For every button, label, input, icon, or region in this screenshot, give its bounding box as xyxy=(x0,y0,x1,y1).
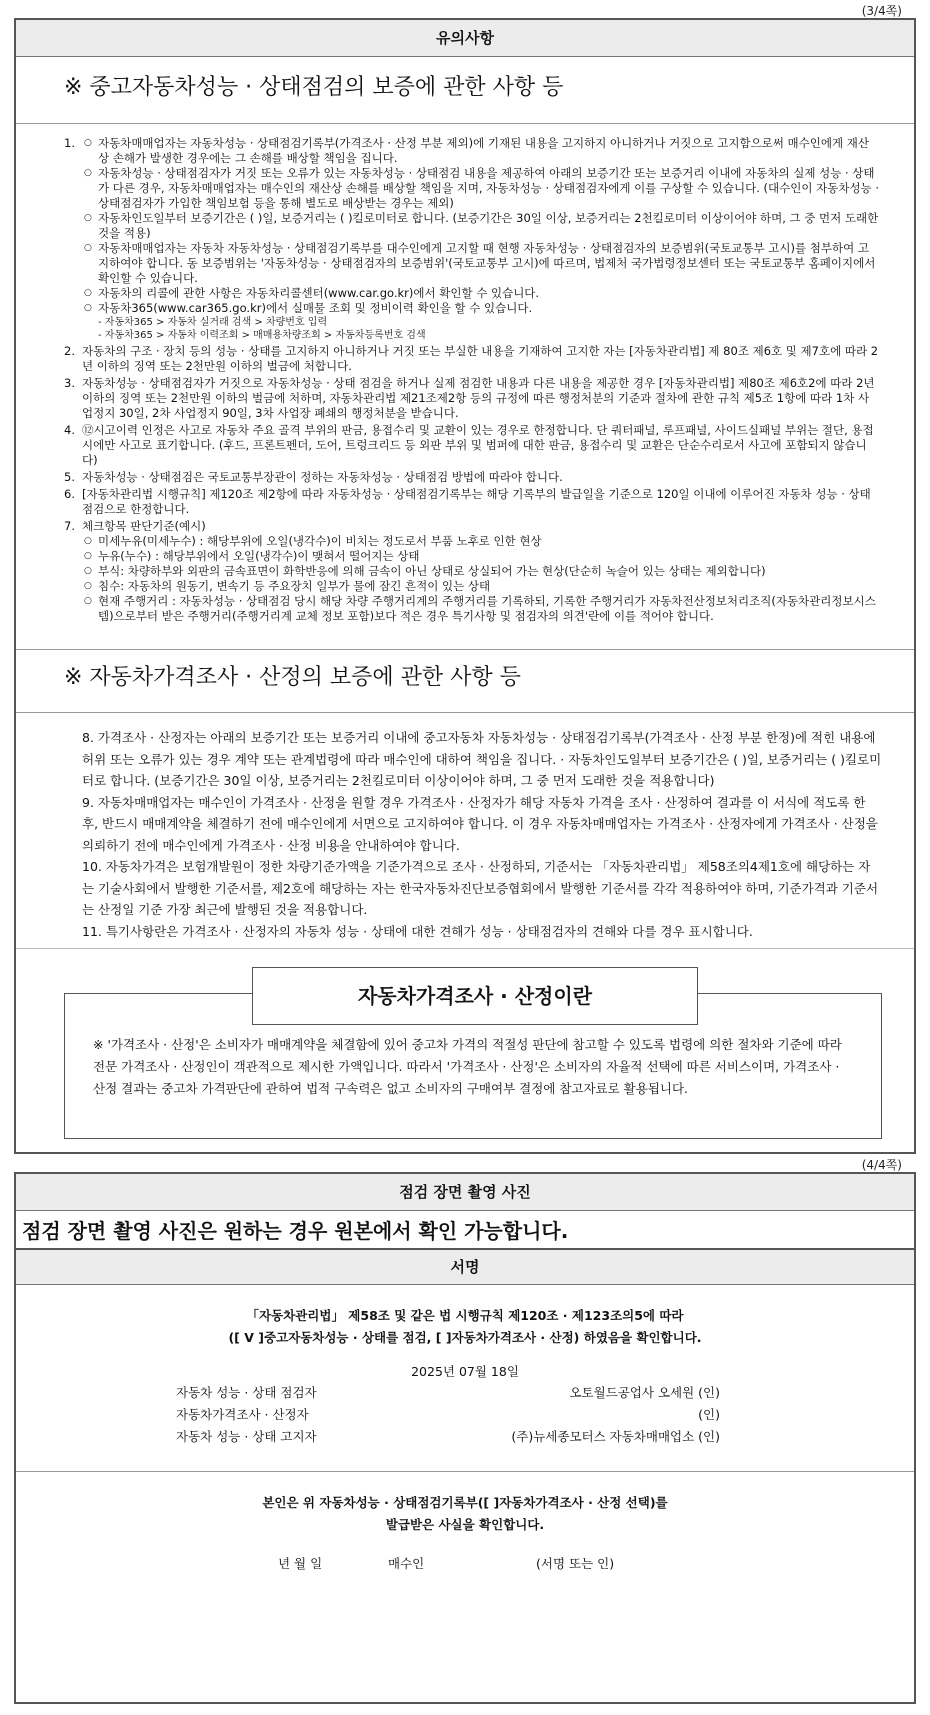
confirm-line-1: 본인은 위 자동차성능 · 상태점검기록부([ ]자동차가격조사 · 산정 선택)를 xyxy=(262,1495,668,1510)
warranty-section-title: ※ 중고자동차성능 · 상태점검의 보증에 관한 사항 등 xyxy=(64,75,564,100)
item-note: - 자동차365 > 자동차 이력조회 > 매매용차량조회 > 자동차등록번호 검색 xyxy=(98,330,426,341)
item-sub-point: ○ 누유(누수) : 해당부위에서 오일(냉각수)이 맺혀서 떨어지는 상태 xyxy=(82,549,880,564)
signer-role: 자동차가격조사 · 산정자 xyxy=(176,1407,309,1422)
buyer-confirm-area xyxy=(16,1471,914,1576)
paragraph-11: 11. 특기사항란은 가격조사 · 산정자의 자동차 성능 · 상태에 대한 견해가 성능 · 상태점검자의 견해와 다를 경우 표시합니다. xyxy=(82,923,753,939)
warranty-item xyxy=(64,487,880,517)
notice-frame xyxy=(14,18,916,1154)
law-line-1: 「자동차관리법」 제58조 및 같은 법 시행규칙 제120조 · 제123조의5에 따라 xyxy=(246,1308,684,1323)
item-sub-point: ○ 자동차의 리콜에 관한 사항은 자동차리콜센터(www.car.go.kr)에서 확인할 수 있습니다. xyxy=(82,286,880,301)
buyer-label: 매수인 xyxy=(388,1556,425,1571)
law-line-2: ([ V ]중고자동차성능 · 상태를 점검, [ ]자동차가격조사 · 산정) 하였음을 확인합니다. xyxy=(228,1330,702,1345)
item-sub-list xyxy=(82,136,880,316)
signer-row-inspector xyxy=(16,1383,914,1405)
warranty-item xyxy=(64,136,880,342)
signer-role: 자동차 성능 · 상태 점검자 xyxy=(176,1385,317,1400)
item-text: 체크항목 판단기준(예시) xyxy=(82,519,206,533)
photo-note: 점검 장면 촬영 사진은 원하는 경우 원본에서 확인 가능합니다. xyxy=(16,1211,914,1252)
page-number: (3/4쪽) xyxy=(861,4,902,18)
item-sub-point: ○ 현재 주행거리 : 자동차성능 · 상태점검 당시 해당 차량 주행거리계의 주행거리를 기록하되, 기록한 주행거리가 자동차전산정보처리조직(자동차관리정보시스템)으로부터 받은 주행거리(주행거리계 교체 정보 포함)보다 적은 경우 특기사항 및 점검자의 의견'란에 이를 적어야 합니다. xyxy=(82,594,880,624)
item-text: 자동차의 구조 · 장치 등의 성능 · 상태를 고지하지 아니하거나 거짓 또는 부실한 내용을 기재하여 고지한 자는 [자동차관리법] 제 80조 제6호 및 제7호에 따라 2년 이하의 징역 또는 2천만원 이하의 벌금에 처합니다. xyxy=(82,344,879,373)
signer-row-appraiser xyxy=(16,1405,914,1427)
warranty-item xyxy=(64,344,880,374)
buyer-sign-row xyxy=(16,1554,914,1576)
item-text: ⑫시고이력 인정은 사고로 자동차 주요 골격 부위의 판금, 용접수리 및 교환이 있는 경우로 한정합니다. 단 쿼터패널, 루프패널, 사이드실패널 부위는 절단, 용접 시에만 사고로 표기합니다. (후드, 프론트펜더, 도어, 트렁크리드 등 외판 부위 및 범퍼에 대한 판금, 용접수리 및 교환은 단순수리로서 사고에 포함되지 않습니다) xyxy=(82,423,874,467)
item-sub-point: ○ 부식: 차량하부와 외판의 금속표면이 화학반응에 의해 금속이 아닌 상태로 상실되어 가는 현상(단순히 녹슬어 있는 상태는 제외합니다) xyxy=(82,564,880,579)
warranty-section-title-row xyxy=(16,57,914,124)
price-section-title: ※ 자동차가격조사 · 산정의 보증에 관한 사항 등 xyxy=(64,665,521,690)
item-number: 5. xyxy=(64,470,75,484)
paragraph-9: 9. 자동차매매업자는 매수인이 가격조사 · 산정을 원할 경우 가격조사 · 산정자가 해당 자동차 가격을 조사 · 산정하여 결과를 이 서식에 적도록 한 후, 반드시 매매계약을 체결하기 전에 매수인에게 서면으로 고지하여야 합니다. 이 경우 자동차매매업자는 가격조사 · 산정자에게 가격조사 · 산정을 의뢰하기 전에 매수인에게 가격조사 · 산정 비용을 안내하여야 합니다. xyxy=(82,794,878,853)
item-sub-point: ○ 자동차성능 · 상태점검자가 거짓 또는 오류가 있는 자동차성능 · 상태점검 내용을 제공하여 아래의 보증기간 또는 보증거리 이내에 자동차의 실제 성능 · 상태가 다른 경우, 자동차매매업자는 매수인의 재산상 손해를 배상할 책임을 지며, 자동차성능 · 상태점검자에게 이를 구상할 수 있습니다. (대수인이 자동차성능 · 상태점검자가 가입한 책임보험 등을 통해 별도로 배상받는 경우는 제외) xyxy=(82,166,880,211)
warranty-items xyxy=(16,124,914,650)
item-sub-list xyxy=(82,534,880,624)
price-definition-text: ※ '가격조사 · 산정'은 소비자가 매매계약을 체결함에 있어 중고차 가격의 적절성 판단에 참고할 수 있도록 법령에 의한 절차와 기준에 따라 전문 가격조사 · 산정인이 객관적으로 제시한 가액입니다. 따라서 '가격조사 · 산정'은 소비자의 자율적 선택에 따른 서비스이며, 가격조사 · 산정 결과는 중고차 가격판단에 관하여 법적 구속력은 없고 소비자의 구매여부 결정에 참고자료로 활용됩니다. xyxy=(93,1037,842,1096)
item-sub-point: ○ 자동차인도일부터 보증기간은 ( )일, 보증거리는 ( )킬로미터로 합니다. (보증기간은 30일 이상, 보증거리는 2천킬로미터 이상이어야 하며, 그 중 먼저 도래한 것을 적용) xyxy=(82,211,880,241)
item-text: [자동차관리법 시행규칙] 제120조 제2항에 따라 자동차성능 · 상태점검기록부는 해당 기록부의 발급일을 기준으로 120일 이내에 이루어진 자동차 성능 · 상태점검으로 한정합니다. xyxy=(82,487,871,516)
warranty-item-list xyxy=(16,136,914,624)
item-sub-point: ○ 자동차365(www.car365.go.kr)에서 실매물 조회 및 정비이력 확인을 할 수 있습니다. xyxy=(82,301,880,316)
item-text: 자동차성능 · 상태점검자가 거짓으로 자동차성능 · 상태 점검을 하거나 실제 점검한 내용과 다른 내용을 제공한 경우 [자동차관리법] 제80조 제6호2에 따라 2년이하의 징역 또는 2천만원 이하의 벌금에 처하며, 자동차관리법 제21조제2항 등의 규정에 따른 행정처분의 기준과 절차에 관한 규칙 제5조 1항에 따라 1차 사업정지 30일, 2차 사업정지 90일, 3차 사업장 폐쇄의 행정처분을 받습니다. xyxy=(82,376,875,420)
warranty-item xyxy=(64,423,880,468)
item-sub-point: ○ 미세누유(미세누수) : 해당부위에 오일(냉각수)이 비치는 정도로서 부품 노후로 인한 현상 xyxy=(82,534,880,549)
signature-header: 서명 xyxy=(16,1250,914,1285)
signer-name: 오토월드공업사 오세원 (인) xyxy=(569,1385,720,1400)
confirm-line-2: 발급받은 사실을 확인합니다. xyxy=(385,1517,545,1532)
notice-header: 유의사항 xyxy=(16,20,914,57)
sign-date: 2025년 07월 18일 xyxy=(411,1364,519,1379)
price-definition-area xyxy=(16,949,914,1149)
price-definition-title: 자동차가격조사 · 산정이란 xyxy=(252,967,698,1025)
item-number: 1. xyxy=(64,136,75,150)
item-number: 2. xyxy=(64,344,75,358)
signature-frame xyxy=(14,1248,916,1704)
paragraph-10: 10. 자동차가격은 보험개발원이 정한 차량기준가액을 기준가격으로 조사 · 산정하되, 기준서는 「자동차관리법」 제58조의4제1호에 해당하는 자는 기술사회에서 발행한 기준서를, 제2호에 해당하는 자는 한국자동차진단보증협회에서 발행한 기준서를 각각 적용하여야 하며, 기준가격과 기준서는 산정일 기준 가장 최근에 발행된 것을 적용합니다. xyxy=(82,859,879,917)
warranty-item xyxy=(64,470,880,485)
signer-name: (인) xyxy=(698,1407,720,1422)
item-number: 7. xyxy=(64,519,75,533)
paragraph-8: 8. 가격조사 · 산정자는 아래의 보증기간 또는 보증거리 이내에 중고자동차 자동차성능 · 상태점검기록부(가격조사 · 산정 부분 한정)에 적힌 내용에 허위 또는 오류가 있는 경우 계약 또는 관계법령에 따라 매수인에 대하여 책임을 집니다. · 자동차인도일부터 보증기간은 ( )일, 보증거리는 ( )킬로미터로 합니다. (보증기간은 30일 이상, 보증거리는 2천킬로미터 이상이어야 하며, 그 중 먼저 도래한 것을 적용합니다) xyxy=(82,730,882,788)
warranty-item xyxy=(64,376,880,421)
price-section-title-row xyxy=(16,650,914,713)
item-sub-point: ○ 자동차매매업자는 자동차 자동차성능 · 상태점검기록부를 대수인에게 고지할 때 현행 자동차성능 · 상태점검자의 보증범위(국토교통부 고시)를 첨부하여 고지하여야 합니다. 동 보증범위는 '자동차성능 · 상태점검자의 보증범위'(국토교통부 고시)에 따르며, 법제처 국가법령정보센터 또는 국토교통부 홈페이지에서 확인할 수 있습니다. xyxy=(82,241,880,286)
page-number-4: (4/4쪽) xyxy=(861,1158,902,1172)
signer-name: (주)뉴세종모터스 자동차매매업소 (인) xyxy=(511,1429,720,1444)
item-sub-point: ○ 자동차매매업자는 자동차성능 · 상태점검기록부(가격조사 · 산정 부분 제외)에 기재된 내용을 고지하지 아니하거나 거짓으로 고지함으로써 매수인에게 재산상 손해가 발생한 경우에는 그 손해를 배상할 책임을 집니다. xyxy=(82,136,880,166)
item-number: 3. xyxy=(64,376,75,390)
item-text: 자동차성능 · 상태점검은 국토교통부장관이 정하는 자동차성능 · 상태점검 방법에 따라야 합니다. xyxy=(82,470,563,484)
warranty-item xyxy=(64,519,880,624)
item-number: 4. xyxy=(64,423,75,437)
signer-role: 자동차 성능 · 상태 고지자 xyxy=(176,1429,317,1444)
buyer-date: 년 월 일 xyxy=(278,1556,323,1571)
item-number: 6. xyxy=(64,487,75,501)
price-paragraphs xyxy=(16,713,914,949)
signer-row-notifier xyxy=(16,1427,914,1449)
buyer-sign: (서명 또는 인) xyxy=(536,1556,615,1571)
photo-header: 점검 장면 촬영 사진 xyxy=(16,1174,914,1211)
item-note: - 자동차365 > 자동차 실거래 검색 > 차량번호 입력 xyxy=(98,317,328,328)
item-sub-point: ○ 침수: 자동차의 원동기, 변속기 등 주요장치 일부가 물에 잠긴 흔적이 있는 상태 xyxy=(82,579,880,594)
